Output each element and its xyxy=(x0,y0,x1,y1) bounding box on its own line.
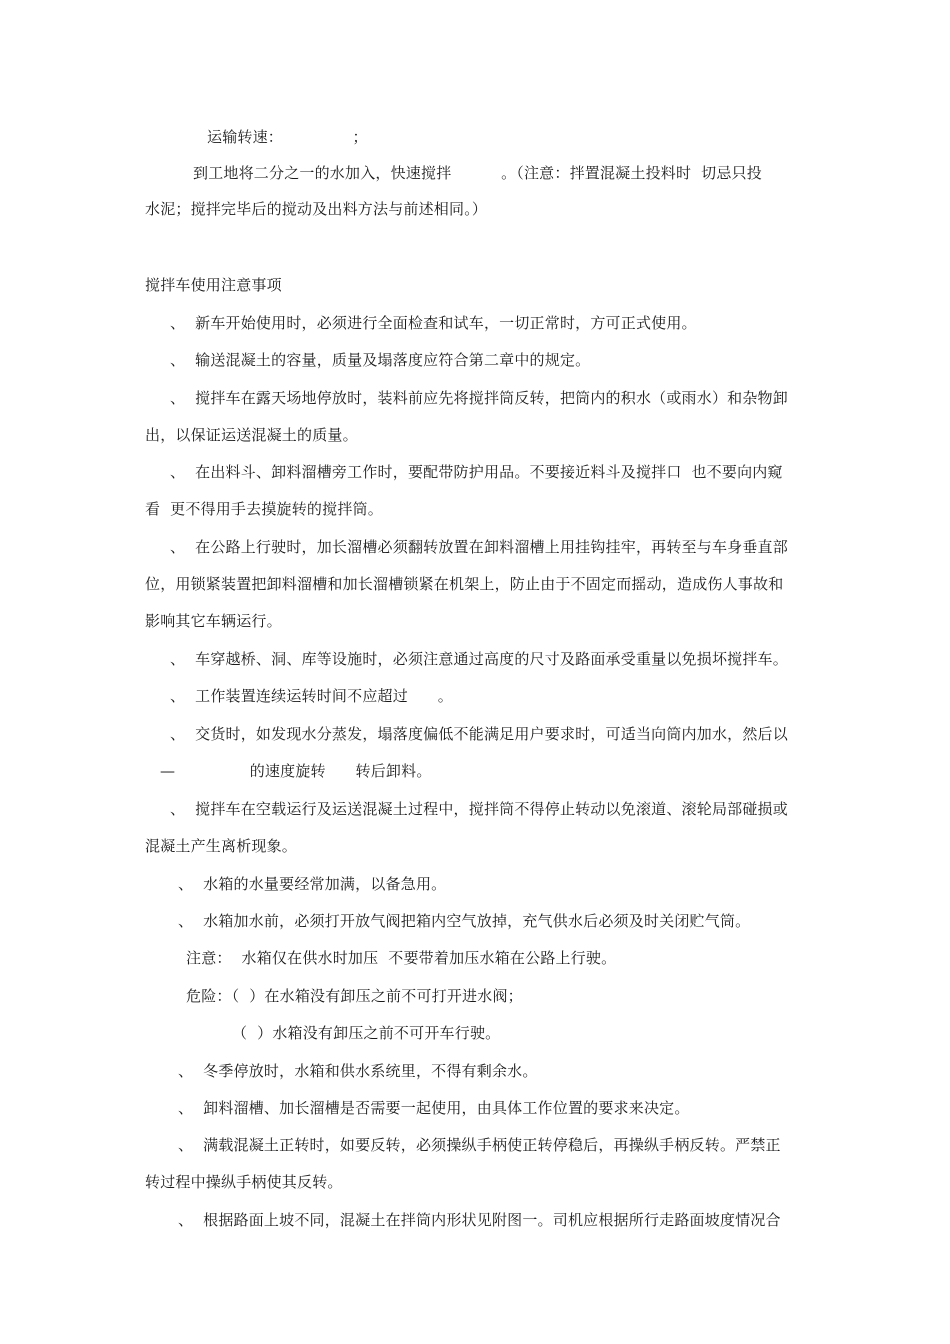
text-line: 、 新车开始使用时，必须进行全面检查和试车，一切正常时，方可正式使用。 xyxy=(170,314,697,332)
text-line: 、 工作装置连续运转时间不应超过 。 xyxy=(170,687,453,705)
text-line: 、 在公路上行驶时，加长溜槽必须翻转放置在卸料溜槽上用挂钩挂牢，再转至与车身垂直部 xyxy=(170,538,788,556)
text-line: 到工地将二分之一的水加入，快速搅拌 。（注意：拌置混凝土投料时 切忌只投 xyxy=(193,164,762,182)
section-heading: 搅拌车使用注意事项 xyxy=(145,276,282,294)
text-line: 、 交货时，如发现水分蒸发，塌落度偏低不能满足用户要求时，可适当向筒内加水，然后以 xyxy=(170,725,788,743)
text-line: 转过程中操纵手柄使其反转。 xyxy=(145,1173,343,1191)
warning-line: （ ）水箱没有卸压之前不可开车行驶。 xyxy=(232,1024,501,1042)
text-line: 、 水箱的水量要经常加满，以备急用。 xyxy=(178,875,447,893)
text-line: — 的速度旋转 转后卸料。 xyxy=(160,762,432,780)
text-line: 、 满载混凝土正转时，如要反转，必须操纵手柄使正转停稳后，再操纵手柄反转。严禁正 xyxy=(178,1136,781,1154)
text-line: 看 更不得用手去摸旋转的搅拌筒。 xyxy=(145,500,383,518)
text-line: 、 水箱加水前，必须打开放气阀把箱内空气放掉，充气供水后必须及时关闭贮气筒。 xyxy=(178,912,751,930)
text-line: 、 搅拌车在空载运行及运送混凝土过程中，搅拌筒不得停止转动以免滚道、滚轮局部碰损或 xyxy=(170,800,788,818)
text-line: 、 搅拌车在露天场地停放时，装料前应先将搅拌筒反转，把筒内的积水（或雨水）和杂物卸 xyxy=(170,389,788,407)
text-line: 、 冬季停放时，水箱和供水系统里，不得有剩余水。 xyxy=(178,1062,538,1080)
text-line: 影响其它车辆运行。 xyxy=(145,612,282,630)
text-line: 位，用锁紧装置把卸料溜槽和加长溜槽锁紧在机架上，防止由于不固定而摇动，造成伤人事故和 xyxy=(145,575,784,593)
text-line: 、 根据路面上坡不同，混凝土在拌筒内形状见附图一。司机应根据所行走路面坡度情况合 xyxy=(178,1211,781,1229)
text-line: 、 输送混凝土的容量，质量及塌落度应符合第二章中的规定。 xyxy=(170,351,591,369)
text-line: 、 卸料溜槽、加长溜槽是否需要一起使用，由具体工作位置的要求来决定。 xyxy=(178,1099,690,1117)
text-line: 混凝土产生离析现象。 xyxy=(145,837,298,855)
text-line: 出，以保证运送混凝土的质量。 xyxy=(145,426,358,444)
text-line: 运输转速： ； xyxy=(207,128,368,146)
text-line: 水泥；搅拌完毕后的搅动及出料方法与前述相同。） xyxy=(145,200,488,218)
warning-line: 危险：（ ）在水箱没有卸压之前不可打开进水阀； xyxy=(186,987,523,1005)
text-line: 、 在出料斗、卸料溜槽旁工作时，要配带防护用品。不要接近料斗及搅拌口 也不要向内窥 xyxy=(170,463,783,481)
note-line: 注意： 水箱仅在供水时加压 不要带着加压水箱在公路上行驶。 xyxy=(186,949,617,967)
text-line: 、 车穿越桥、洞、库等设施时，必须注意通过高度的尺寸及路面承受重量以免损坏搅拌车。 xyxy=(170,650,788,668)
